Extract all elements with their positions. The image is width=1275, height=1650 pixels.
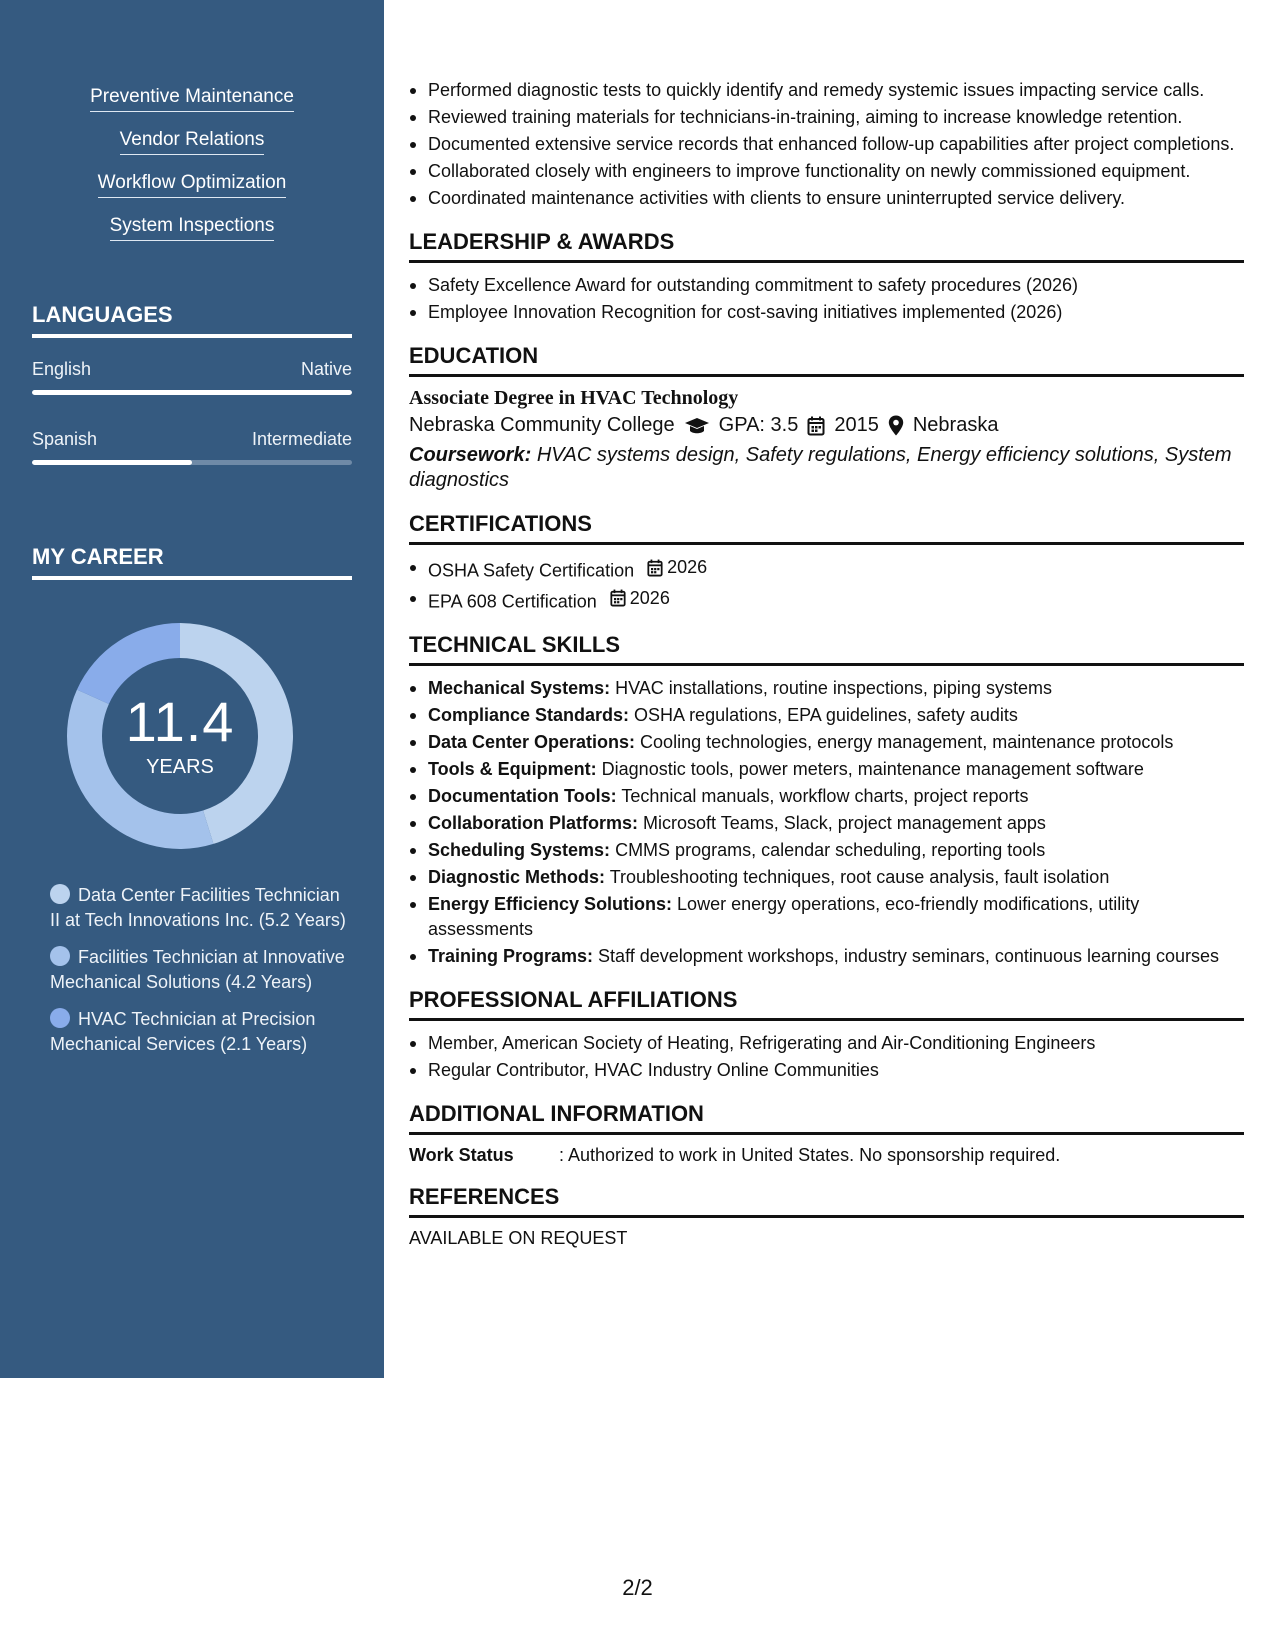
list-item: Employee Innovation Recognition for cost-saving initiatives implemented (2026) (409, 300, 1244, 325)
education-meta (409, 414, 1244, 437)
language-bar (32, 460, 352, 465)
education-heading: EDUCATION (409, 343, 1244, 377)
language-name: English (32, 359, 92, 379)
affiliations-heading: PROFESSIONAL AFFILIATIONS (409, 987, 1244, 1021)
skill-link[interactable]: Preventive Maintenance (90, 86, 294, 112)
calendar-icon (807, 416, 825, 436)
languages-heading: LANGUAGES (32, 302, 352, 338)
list-item (409, 784, 1244, 809)
skill-text: Diagnostic tools, power meters, maintenance management software (596, 759, 1144, 779)
references-heading: REFERENCES (409, 1184, 1244, 1218)
skill-label: Scheduling Systems: (428, 840, 611, 860)
list-item (409, 757, 1244, 782)
language-bar-fill (32, 460, 192, 465)
certification-year: 2026 (629, 587, 670, 608)
list-item: Safety Excellence Award for outstanding commitment to safety procedures (2026) (409, 273, 1244, 298)
language-level: Native (300, 359, 352, 379)
language-bar (32, 390, 352, 395)
location-pin-icon (888, 415, 904, 436)
list-item (409, 703, 1244, 728)
list-item: Documented extensive service records that enhanced follow-up capabilities after project completions. (409, 132, 1244, 157)
career-item-text: Data Center Facilities Technician II at Tech Innovations Inc. (5.2 Years) (50, 885, 346, 930)
school-location: Nebraska (912, 414, 999, 436)
graduation-year: 2015 (834, 414, 879, 436)
career-total-unit: YEARS (146, 755, 214, 778)
skill-text: OSHA regulations, EPA guidelines, safety audits (629, 705, 1018, 725)
career-dot-icon (50, 1008, 70, 1028)
language-row (32, 359, 352, 380)
additional-info-heading: ADDITIONAL INFORMATION (409, 1101, 1244, 1135)
technical-skills-list (409, 676, 1244, 969)
career-item (50, 945, 350, 995)
career-item-text: Facilities Technician at Innovative Mechanical Solutions (4.2 Years) (50, 947, 345, 992)
list-item (409, 811, 1244, 836)
list-item: Reviewed training materials for technicians-in-training, aiming to increase knowledge retention. (409, 105, 1244, 130)
career-list (50, 883, 350, 1069)
certifications-list (409, 555, 1244, 614)
skill-text: Lower energy operations, eco-friendly modifications, utility assessments (428, 894, 1140, 939)
certification-date (647, 555, 707, 580)
career-heading: MY CAREER (32, 544, 352, 580)
language-bar-fill (32, 390, 352, 395)
coursework-text: HVAC systems design, Safety regulations, Energy efficiency solutions, System diagnostics (409, 444, 1232, 491)
skill-text: Troubleshooting techniques, root cause analysis, fault isolation (605, 867, 1110, 887)
skill-label: Collaboration Platforms: (428, 813, 639, 833)
list-item (409, 555, 1244, 584)
list-item (409, 892, 1244, 942)
skill-label: Diagnostic Methods: (428, 867, 606, 887)
gpa: GPA: 3.5 (718, 414, 799, 436)
skill-link[interactable]: Vendor Relations (120, 129, 265, 155)
skills-list (0, 86, 384, 258)
career-total-value: 11.4 (125, 689, 235, 753)
certifications-heading: CERTIFICATIONS (409, 511, 1244, 545)
list-item: Member, American Society of Heating, Refrigerating and Air-Conditioning Engineers (409, 1031, 1244, 1056)
list-item (409, 865, 1244, 890)
certification-date (610, 586, 670, 611)
graduation-cap-icon (684, 417, 710, 435)
main-content (409, 78, 1244, 1249)
career-dot-icon (50, 884, 70, 904)
skill-label: Training Programs: (428, 946, 594, 966)
calendar-icon (647, 559, 663, 577)
sidebar (0, 0, 384, 1378)
skill-label: Tools & Equipment: (428, 759, 597, 779)
school-name: Nebraska Community College (409, 414, 675, 436)
skill-text: Staff development workshops, industry seminars, continuous learning courses (593, 946, 1220, 966)
calendar-icon (610, 589, 626, 607)
work-status-row (409, 1145, 1244, 1166)
list-item: Regular Contributor, HVAC Industry Online Communities (409, 1058, 1244, 1083)
certification-year: 2026 (667, 557, 708, 577)
skill-text: Microsoft Teams, Slack, project management apps (638, 813, 1046, 833)
skill-link[interactable]: System Inspections (110, 215, 275, 241)
list-item (409, 586, 1244, 615)
page-number: 2/2 (622, 1575, 653, 1600)
work-status-value: : Authorized to work in United States. No sponsorship required. (559, 1145, 1061, 1165)
skill-label: Energy Efficiency Solutions: (428, 894, 673, 914)
affiliations-list (409, 1031, 1244, 1083)
certification-name: EPA 608 Certification (428, 591, 597, 611)
language-row (32, 429, 352, 450)
awards-list (409, 273, 1244, 325)
degree-title: Associate Degree in HVAC Technology (409, 387, 739, 409)
technical-skills-heading: TECHNICAL SKILLS (409, 632, 1244, 666)
career-item (50, 883, 350, 933)
awards-heading: LEADERSHIP & AWARDS (409, 229, 1244, 263)
skill-label: Compliance Standards: (428, 705, 630, 725)
list-item (409, 676, 1244, 701)
skill-text: Technical manuals, workflow charts, project reports (616, 786, 1029, 806)
career-item-text: HVAC Technician at Precision Mechanical Services (2.1 Years) (50, 1009, 316, 1054)
career-total (66, 622, 294, 850)
skill-text: Cooling technologies, energy management, maintenance protocols (635, 732, 1174, 752)
skill-text: CMMS programs, calendar scheduling, reporting tools (610, 840, 1046, 860)
skill-label: Mechanical Systems: (428, 678, 611, 698)
list-item: Performed diagnostic tests to quickly identify and remedy systemic issues impacting service calls. (409, 78, 1244, 103)
work-status-label: Work Status (409, 1145, 514, 1165)
experience-bullets (409, 78, 1244, 211)
certification-name: OSHA Safety Certification (428, 560, 635, 581)
list-item: Collaborated closely with engineers to improve functionality on newly commissioned equipment. (409, 159, 1244, 184)
career-donut-chart (66, 622, 294, 850)
list-item (409, 730, 1244, 755)
skill-text: HVAC installations, routine inspections, piping systems (610, 678, 1052, 698)
language-level: Intermediate (251, 429, 352, 449)
coursework (409, 443, 1244, 493)
list-item: Coordinated maintenance activities with clients to ensure uninterrupted service delivery. (409, 186, 1244, 211)
skill-link[interactable]: Workflow Optimization (98, 172, 287, 198)
references-text: AVAILABLE ON REQUEST (409, 1228, 628, 1248)
language-name: Spanish (32, 429, 98, 449)
skill-label: Data Center Operations: (428, 732, 636, 752)
coursework-label: Coursework: (409, 444, 532, 466)
career-dot-icon (50, 946, 70, 966)
career-item (50, 1007, 350, 1057)
list-item (409, 838, 1244, 863)
list-item (409, 944, 1244, 969)
skill-label: Documentation Tools: (428, 786, 617, 806)
